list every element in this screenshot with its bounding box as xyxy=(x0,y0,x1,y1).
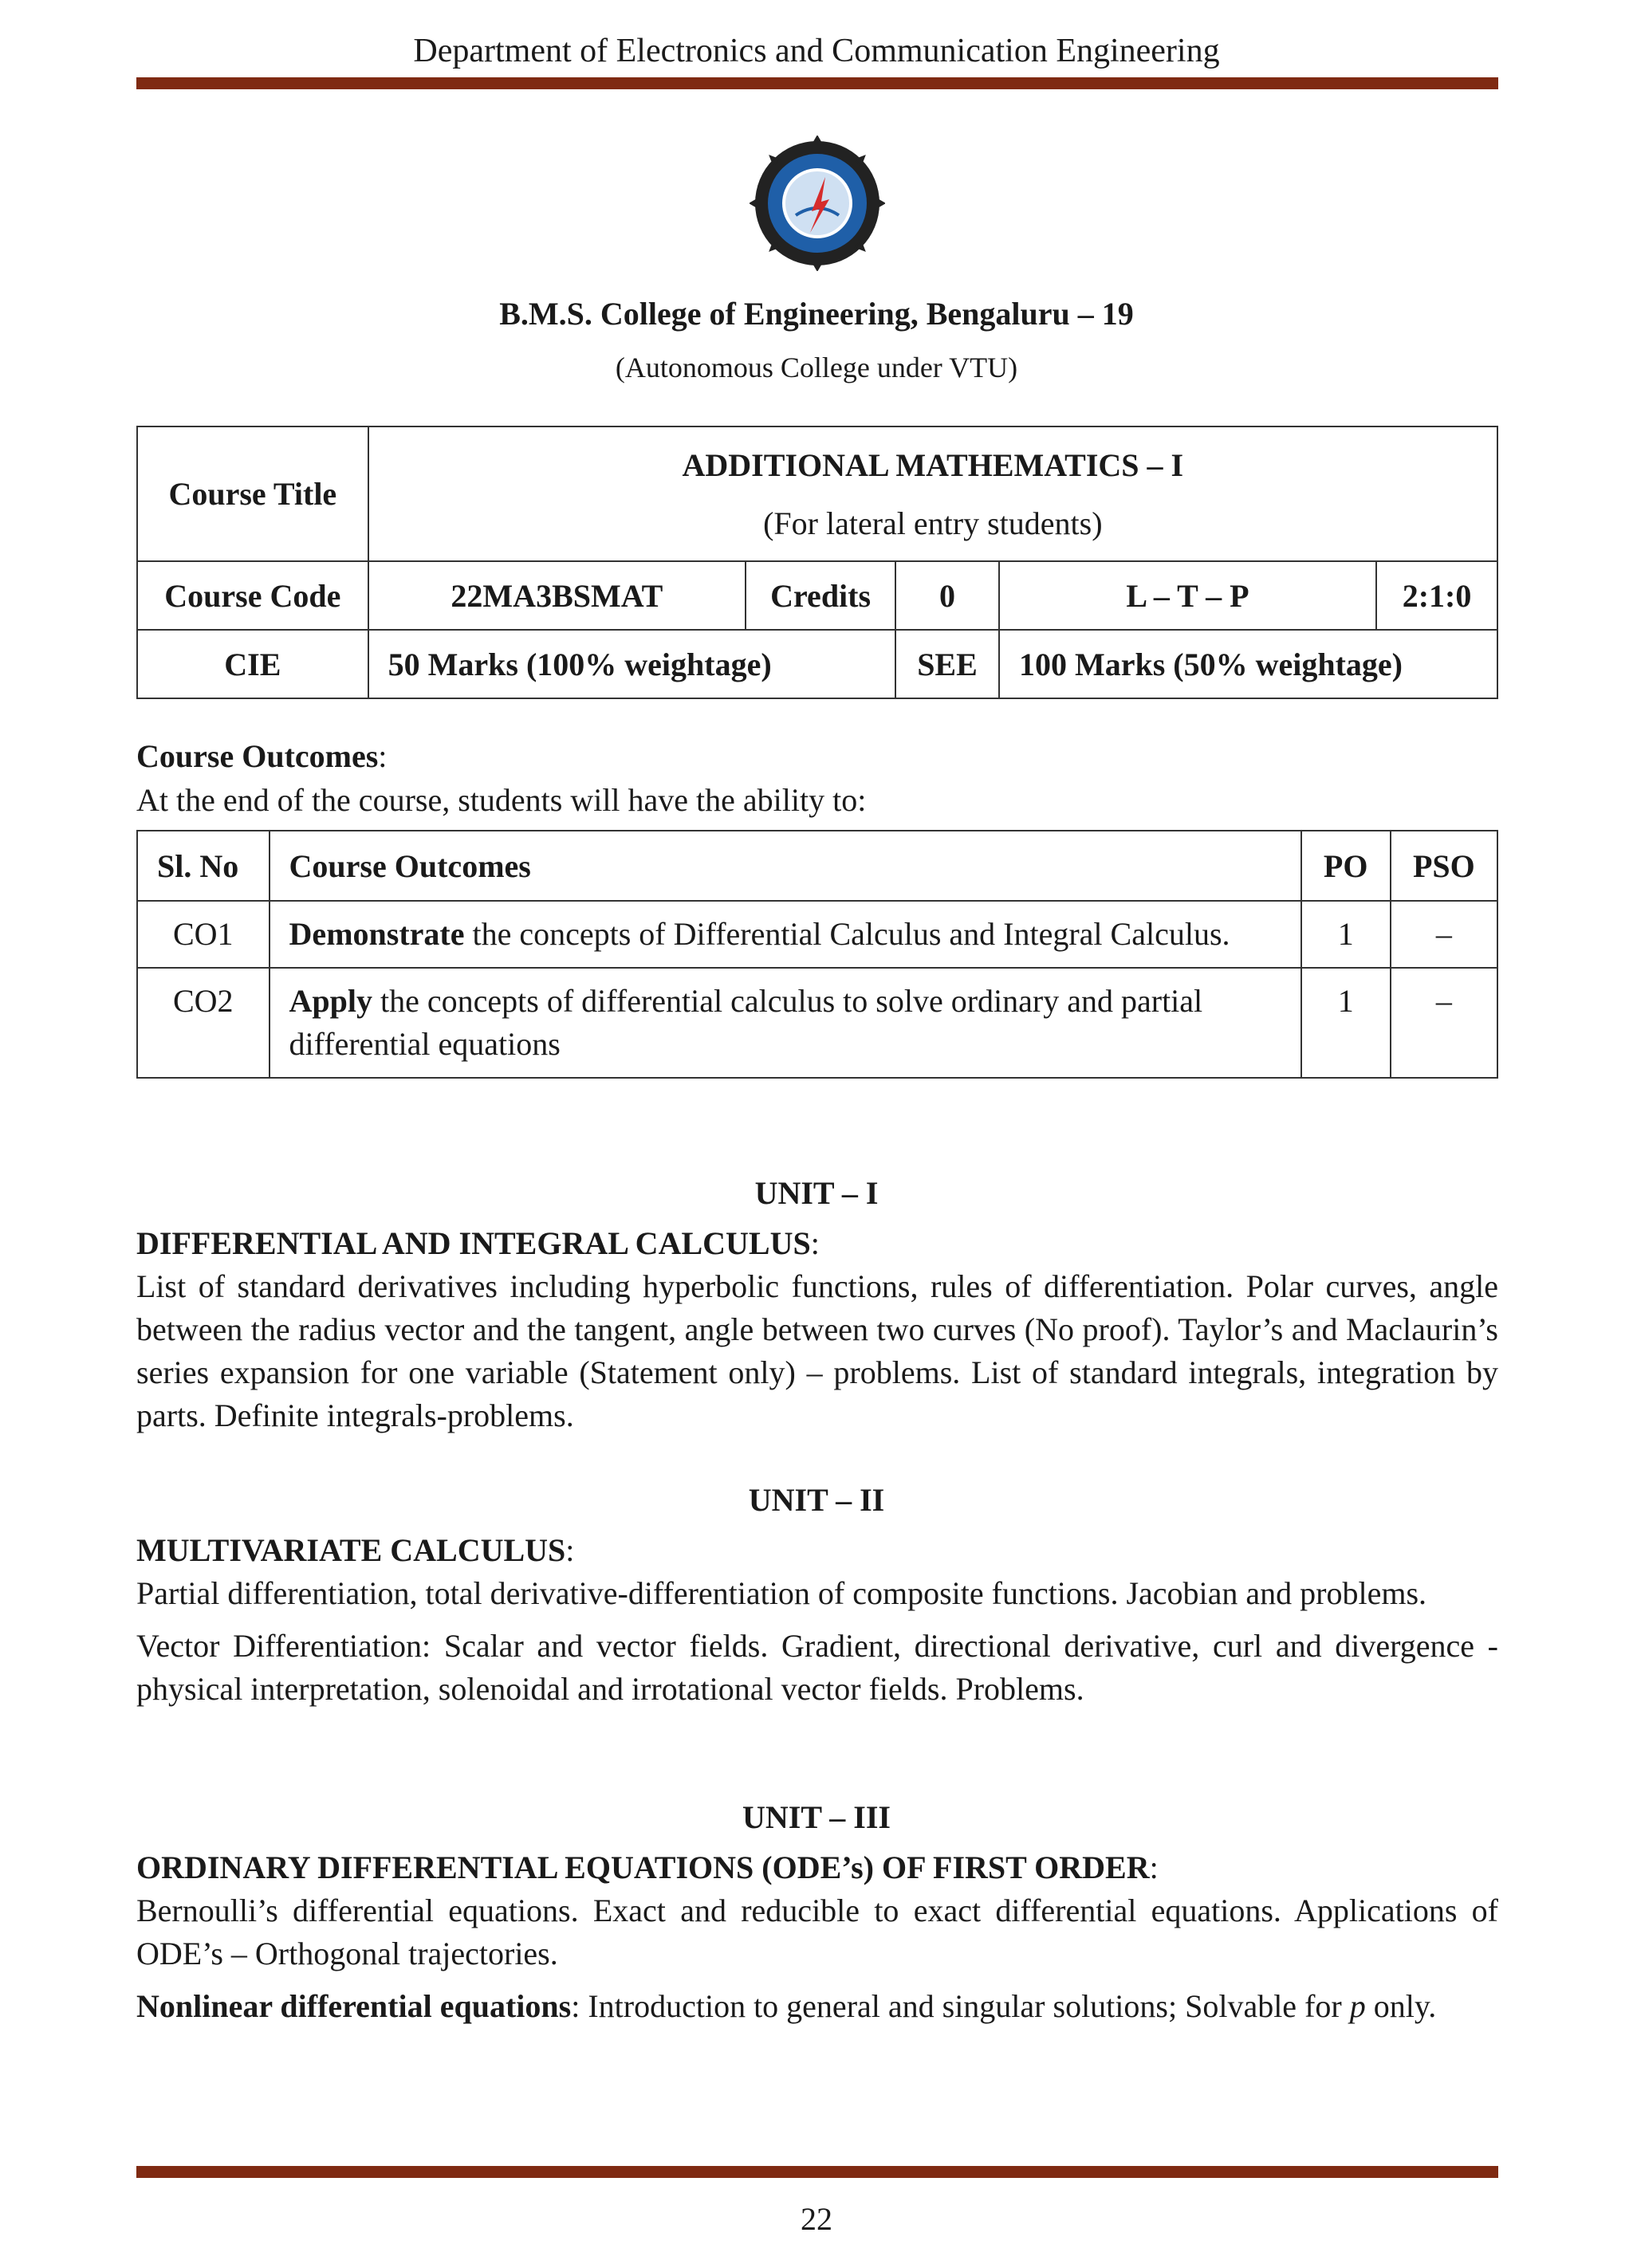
outcome-text: Demonstrate the concepts of Differential Calculus and Integral Calculus. xyxy=(270,901,1301,968)
course-code: 22MA3BSMAT xyxy=(368,561,746,630)
assessment-row xyxy=(137,630,1497,698)
outcome-pso: – xyxy=(1391,901,1497,968)
table-row xyxy=(137,968,1497,1078)
unit-1-heading: DIFFERENTIAL AND INTEGRAL CALCULUS: xyxy=(136,1225,820,1261)
outcome-text: Apply the concepts of differential calculus to solve ordinary and partial differential equations xyxy=(270,968,1301,1078)
outcome-po: 1 xyxy=(1301,901,1391,968)
page-number: 22 xyxy=(801,2201,832,2237)
unit-3-content xyxy=(136,1846,1498,2028)
course-code-label: Course Code xyxy=(137,561,368,630)
cie-value: 50 Marks (100% weightage) xyxy=(368,630,895,698)
outcome-po: 1 xyxy=(1301,968,1391,1078)
course-outcomes-intro: At the end of the course, students will have the ability to: xyxy=(136,782,867,818)
table-row xyxy=(137,901,1497,968)
footer-rule xyxy=(136,2166,1498,2178)
see-label: SEE xyxy=(895,630,999,698)
unit-3-heading: ORDINARY DIFFERENTIAL EQUATIONS (ODE’s) OF FIRST ORDER: xyxy=(136,1849,1159,1885)
cie-label: CIE xyxy=(137,630,368,698)
credits-value: 0 xyxy=(895,561,999,630)
course-title-row xyxy=(137,426,1497,561)
outcome-pso: – xyxy=(1391,968,1497,1078)
header-rule xyxy=(136,77,1498,89)
unit-1-label: UNIT – I xyxy=(754,1175,879,1211)
credits-label: Credits xyxy=(746,561,895,630)
unit-2-paragraph: Partial differentiation, total derivative-differentiation of composite functions. Jacobian and problems. xyxy=(136,1575,1427,1611)
column-header: Sl. No xyxy=(137,831,270,901)
course-outcomes-table xyxy=(136,830,1498,1079)
outcomes-header-row xyxy=(137,831,1497,901)
unit-3-label: UNIT – III xyxy=(742,1799,891,1835)
unit-2-heading: MULTIVARIATE CALCULUS: xyxy=(136,1532,575,1568)
college-name: B.M.S. College of Engineering, Bengaluru – 19 xyxy=(499,296,1134,332)
course-info-table xyxy=(136,426,1498,699)
ltp-label: L – T – P xyxy=(999,561,1376,630)
unit-2-content xyxy=(136,1529,1498,1711)
course-title: ADDITIONAL MATHEMATICS – I xyxy=(682,446,1184,483)
college-logo xyxy=(750,136,885,271)
ltp-value: 2:1:0 xyxy=(1376,561,1497,630)
course-title-label: Course Title xyxy=(137,426,368,561)
course-title-cell xyxy=(368,426,1497,561)
unit-3-nonlinear-paragraph: Nonlinear differential equations: Introduction to general and singular solutions; Solvable for p only. xyxy=(136,1988,1437,2024)
course-title-sub: (For lateral entry students) xyxy=(763,505,1103,541)
column-header: PO xyxy=(1301,831,1391,901)
department-header: Department of Electronics and Communication Engineering xyxy=(413,33,1220,69)
see-value: 100 Marks (50% weightage) xyxy=(999,630,1497,698)
course-outcomes-heading: Course Outcomes: xyxy=(136,738,388,774)
unit-3-paragraph: Bernoulli’s differential equations. Exact and reducible to exact differential equations. Applications of ODE’s – Orthogonal trajectories. xyxy=(136,1893,1498,1971)
unit-1-content xyxy=(136,1222,1498,1437)
college-status: (Autonomous College under VTU) xyxy=(615,352,1018,383)
outcome-id: CO1 xyxy=(137,901,270,968)
unit-2-paragraph: Vector Differentiation: Scalar and vector fields. Gradient, directional derivative, curl and divergence - physical interpretation, solenoidal and irrotational vector fields. Problems. xyxy=(136,1628,1498,1707)
course-code-row xyxy=(137,561,1497,630)
unit-1-paragraph: List of standard derivatives including hyperbolic functions, rules of differentiation. Polar curves, angle between the radius vector and the tangent, angle between two curves (No proof). Taylor’s and Maclaurin’s series expansion for one variable (Statement only) – problems. List of standard integrals, integration by parts. Definite integrals-problems. xyxy=(136,1268,1498,1433)
column-header: PSO xyxy=(1391,831,1497,901)
outcome-id: CO2 xyxy=(137,968,270,1078)
unit-2-label: UNIT – II xyxy=(748,1482,885,1518)
column-header: Course Outcomes xyxy=(270,831,1301,901)
